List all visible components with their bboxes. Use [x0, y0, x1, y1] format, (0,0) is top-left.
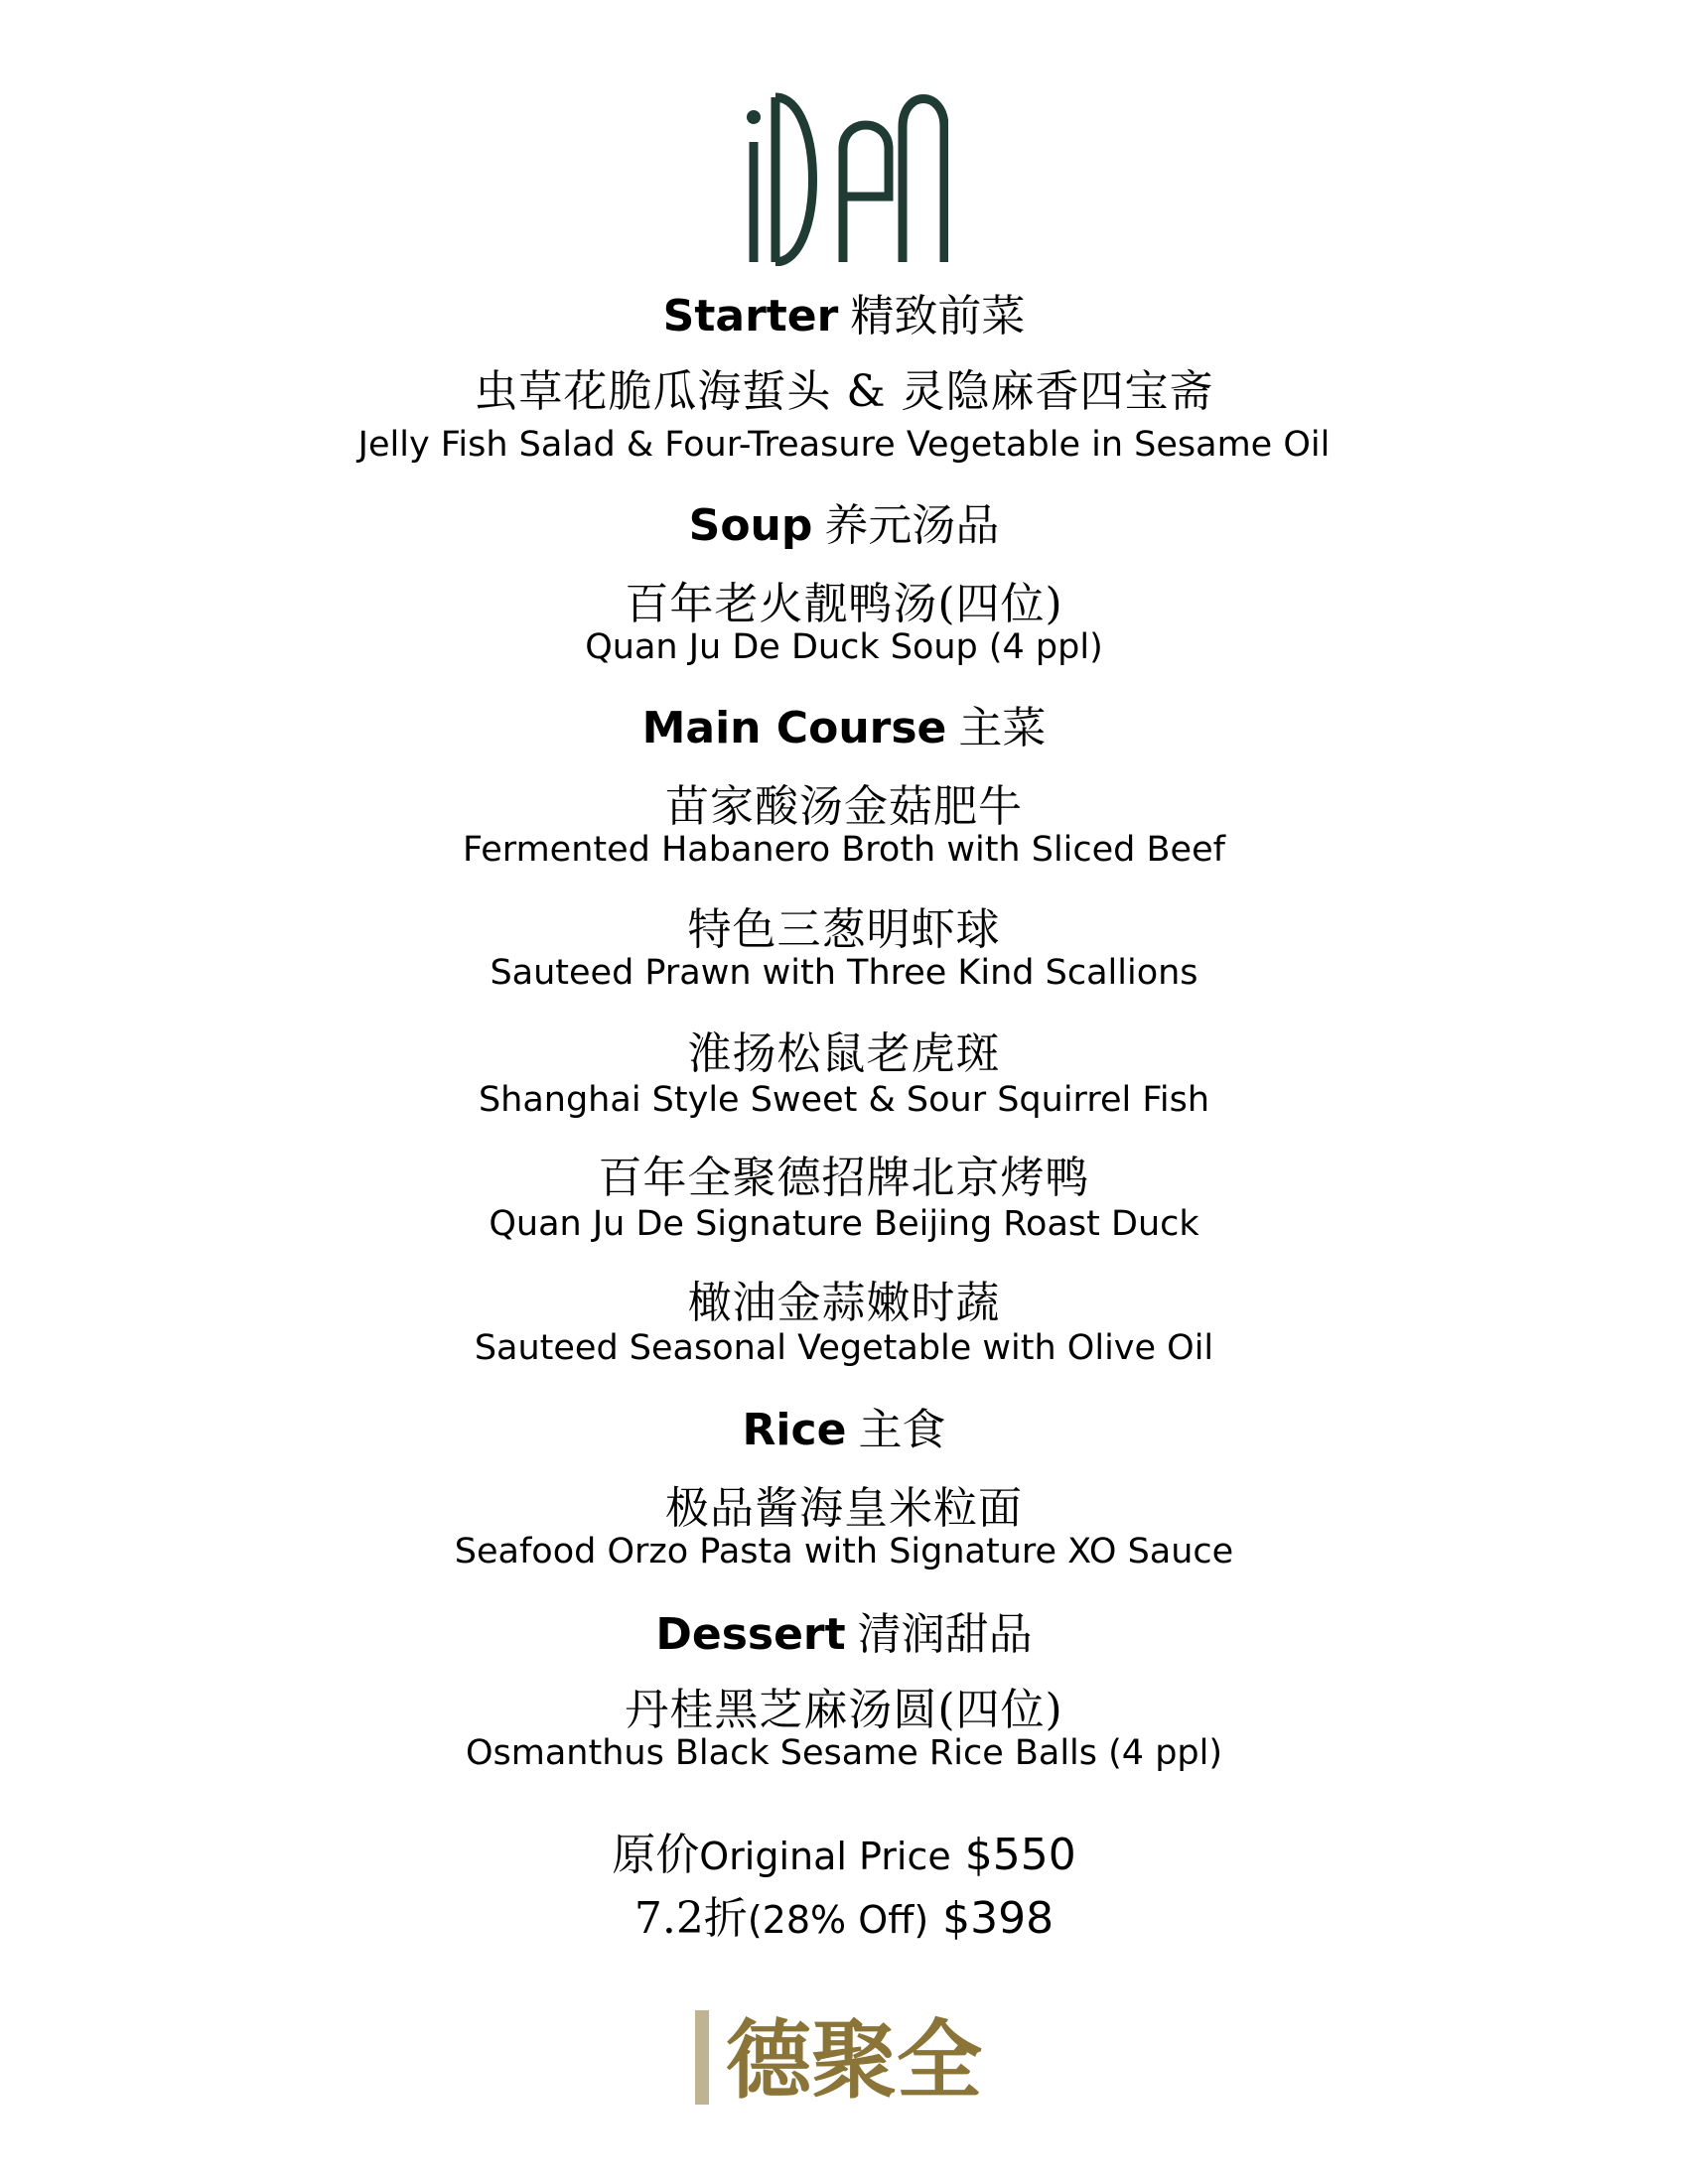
section-title-starter	[0, 280, 1688, 343]
discount-price-amount: $398	[942, 1893, 1055, 1944]
dish-en: Quan Ju De Signature Beijing Roast Duck	[489, 1204, 1199, 1244]
section-title-en: Dessert	[655, 1609, 846, 1660]
discount-zh: 7.2折	[633, 1893, 748, 1944]
quanjude-calligraphy-logo	[695, 2000, 993, 2110]
section-title-en: Starter	[662, 291, 839, 341]
dish-en: Sauteed Seasonal Vegetable with Olive Oil	[474, 1328, 1214, 1368]
original-price-en: Original Price	[699, 1835, 951, 1878]
section-title-en: Main Course	[641, 703, 947, 753]
dish-en: Sauteed Prawn with Three Kind Scallions	[490, 953, 1198, 993]
section-title-soup	[0, 489, 1688, 553]
section-title-zh: 清润甜品	[857, 1609, 1033, 1660]
dish-en: Seafood Orzo Pasta with Signature XO Sauce	[454, 1532, 1234, 1571]
dish-zh: 虫草花脆瓜海蜇头 & 灵隐麻香四宝斋	[474, 366, 1214, 417]
seal-text: 德聚全	[726, 2010, 982, 2110]
section-title-en: Soup	[688, 500, 813, 551]
logo-text: iDEN	[740, 87, 743, 88]
discount-price	[0, 1882, 1688, 1946]
dish-zh: 淮扬松鼠老虎斑	[687, 1028, 1001, 1079]
section-title-zh: 养元汤品	[824, 500, 1000, 551]
dish-en: Fermented Habanero Broth with Sliced Beef	[463, 830, 1225, 870]
dish-zh: 特色三葱明虾球	[687, 904, 1001, 955]
dish-zh: 橄油金蒜嫩时蔬	[687, 1278, 1001, 1328]
dish-zh: 丹桂黑芝麻汤圆(四位)	[625, 1685, 1063, 1735]
iden-logo	[740, 87, 948, 266]
section-title-rice	[0, 1394, 1688, 1457]
dish-en: Jelly Fish Salad & Four-Treasure Vegetable in Sesame Oil	[357, 425, 1331, 465]
section-title-zh: 精致前菜	[850, 291, 1026, 341]
section-title-zh: 主食	[858, 1405, 946, 1455]
section-title-dessert	[0, 1598, 1688, 1662]
original-price-amount: $550	[964, 1830, 1076, 1880]
original-price	[0, 1819, 1688, 1882]
section-title-main-course	[0, 692, 1688, 755]
dish-zh: 百年老火靓鸭汤(四位)	[625, 579, 1063, 629]
discount-en: (28% Off)	[747, 1898, 929, 1942]
section-title-zh: 主菜	[958, 703, 1047, 753]
dish-en: Osmanthus Black Sesame Rice Balls (4 ppl)	[465, 1733, 1223, 1773]
dish-en: Quan Ju De Duck Soup (4 ppl)	[585, 627, 1103, 667]
section-title-en: Rice	[742, 1405, 847, 1455]
dish-zh: 极品酱海皇米粒面	[665, 1483, 1023, 1534]
dish-zh: 苗家酸汤金菇肥牛	[665, 781, 1023, 832]
original-price-zh: 原价	[612, 1830, 700, 1880]
dish-en: Shanghai Style Sweet & Sour Squirrel Fish	[478, 1080, 1210, 1120]
dish-zh: 百年全聚德招牌北京烤鸭	[598, 1153, 1090, 1203]
